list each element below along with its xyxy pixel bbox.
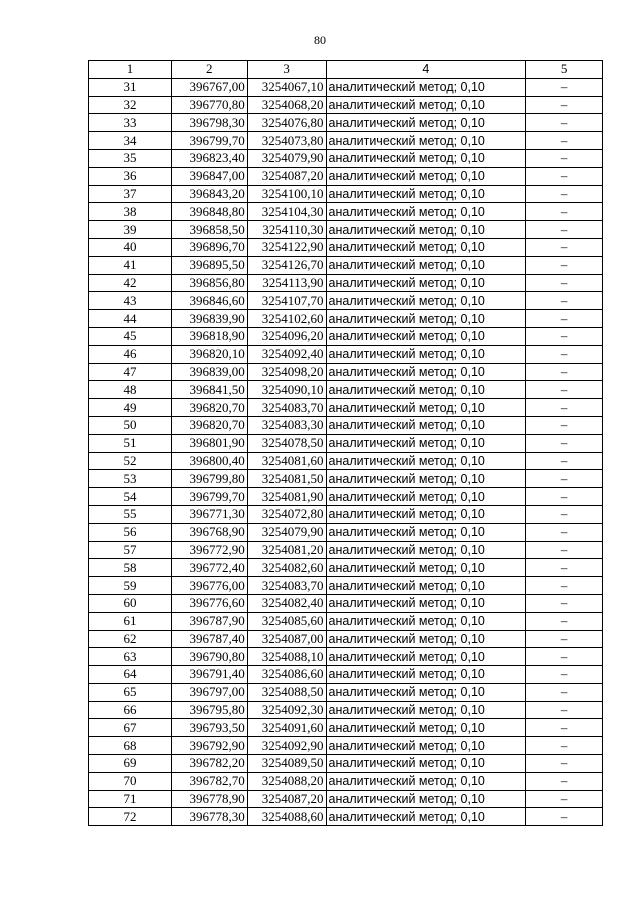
method-accuracy-cell: аналитический метод; 0,10 [326, 434, 526, 452]
column-5-cell: – [526, 149, 603, 167]
y-coordinate-cell: 3254068,20 [247, 96, 326, 114]
x-coordinate-cell: 396801,90 [171, 434, 247, 452]
method-accuracy-cell: аналитический метод; 0,10 [326, 167, 526, 185]
column-5-cell: – [526, 683, 603, 701]
y-coordinate-cell: 3254079,90 [247, 149, 326, 167]
column-header-5: 5 [526, 61, 603, 79]
y-coordinate-cell: 3254091,60 [247, 719, 326, 737]
table-row [89, 434, 603, 452]
x-coordinate-cell: 396791,40 [171, 666, 247, 684]
column-5-cell: – [526, 345, 603, 363]
method-accuracy-cell: аналитический метод; 0,10 [326, 559, 526, 577]
column-5-cell: – [526, 772, 603, 790]
table-row [89, 185, 603, 203]
point-number-cell: 53 [89, 470, 172, 488]
y-coordinate-cell: 3254087,00 [247, 630, 326, 648]
method-accuracy-cell: аналитический метод; 0,10 [326, 594, 526, 612]
x-coordinate-cell: 396818,90 [171, 327, 247, 345]
table-row [89, 630, 603, 648]
method-accuracy-cell: аналитический метод; 0,10 [326, 523, 526, 541]
x-coordinate-cell: 396823,40 [171, 149, 247, 167]
y-coordinate-cell: 3254087,20 [247, 167, 326, 185]
point-number-cell: 67 [89, 719, 172, 737]
point-number-cell: 58 [89, 559, 172, 577]
x-coordinate-cell: 396799,70 [171, 132, 247, 150]
x-coordinate-cell: 396858,50 [171, 221, 247, 239]
point-number-cell: 31 [89, 78, 172, 96]
method-accuracy-cell: аналитический метод; 0,10 [326, 505, 526, 523]
column-5-cell: – [526, 256, 603, 274]
method-accuracy-cell: аналитический метод; 0,10 [326, 683, 526, 701]
y-coordinate-cell: 3254078,50 [247, 434, 326, 452]
y-coordinate-cell: 3254083,30 [247, 416, 326, 434]
x-coordinate-cell: 396820,70 [171, 416, 247, 434]
method-accuracy-cell: аналитический метод; 0,10 [326, 238, 526, 256]
column-5-cell: – [526, 238, 603, 256]
column-5-cell: – [526, 808, 603, 826]
method-accuracy-cell: аналитический метод; 0,10 [326, 203, 526, 221]
column-5-cell: – [526, 78, 603, 96]
x-coordinate-cell: 396771,30 [171, 505, 247, 523]
column-5-cell: – [526, 292, 603, 310]
x-coordinate-cell: 396847,00 [171, 167, 247, 185]
column-header-1: 1 [89, 61, 172, 79]
point-number-cell: 41 [89, 256, 172, 274]
table-row [89, 310, 603, 328]
column-header-2: 2 [171, 61, 247, 79]
table-row [89, 683, 603, 701]
x-coordinate-cell: 396843,20 [171, 185, 247, 203]
column-5-cell: – [526, 132, 603, 150]
method-accuracy-cell: аналитический метод; 0,10 [326, 310, 526, 328]
method-accuracy-cell: аналитический метод; 0,10 [326, 541, 526, 559]
y-coordinate-cell: 3254072,80 [247, 505, 326, 523]
point-number-cell: 69 [89, 755, 172, 773]
x-coordinate-cell: 396839,00 [171, 363, 247, 381]
point-number-cell: 34 [89, 132, 172, 150]
point-number-cell: 45 [89, 327, 172, 345]
point-number-cell: 47 [89, 363, 172, 381]
point-number-cell: 46 [89, 345, 172, 363]
column-header-4: 4 [326, 61, 526, 79]
column-5-cell: – [526, 452, 603, 470]
y-coordinate-cell: 3254098,20 [247, 363, 326, 381]
x-coordinate-cell: 396839,90 [171, 310, 247, 328]
column-5-cell: – [526, 114, 603, 132]
method-accuracy-cell: аналитический метод; 0,10 [326, 488, 526, 506]
y-coordinate-cell: 3254092,90 [247, 737, 326, 755]
column-5-cell: – [526, 488, 603, 506]
x-coordinate-cell: 396776,00 [171, 577, 247, 595]
point-number-cell: 70 [89, 772, 172, 790]
column-5-cell: – [526, 203, 603, 221]
y-coordinate-cell: 3254079,90 [247, 523, 326, 541]
table-row [89, 78, 603, 96]
column-5-cell: – [526, 167, 603, 185]
column-5-cell: – [526, 790, 603, 808]
y-coordinate-cell: 3254092,30 [247, 701, 326, 719]
method-accuracy-cell: аналитический метод; 0,10 [326, 78, 526, 96]
x-coordinate-cell: 396782,20 [171, 755, 247, 773]
method-accuracy-cell: аналитический метод; 0,10 [326, 577, 526, 595]
y-coordinate-cell: 3254122,90 [247, 238, 326, 256]
y-coordinate-cell: 3254073,80 [247, 132, 326, 150]
table-body [89, 78, 603, 825]
y-coordinate-cell: 3254081,90 [247, 488, 326, 506]
column-5-cell: – [526, 185, 603, 203]
table-header [89, 61, 603, 79]
method-accuracy-cell: аналитический метод; 0,10 [326, 363, 526, 381]
x-coordinate-cell: 396778,90 [171, 790, 247, 808]
y-coordinate-cell: 3254088,10 [247, 648, 326, 666]
x-coordinate-cell: 396772,40 [171, 559, 247, 577]
column-5-cell: – [526, 381, 603, 399]
table-row [89, 523, 603, 541]
column-5-cell: – [526, 399, 603, 417]
column-5-cell: – [526, 666, 603, 684]
point-number-cell: 51 [89, 434, 172, 452]
x-coordinate-cell: 396820,70 [171, 399, 247, 417]
method-accuracy-cell: аналитический метод; 0,10 [326, 612, 526, 630]
x-coordinate-cell: 396820,10 [171, 345, 247, 363]
table-row [89, 416, 603, 434]
table-row [89, 559, 603, 577]
method-accuracy-cell: аналитический метод; 0,10 [326, 114, 526, 132]
point-number-cell: 60 [89, 594, 172, 612]
x-coordinate-cell: 396787,90 [171, 612, 247, 630]
method-accuracy-cell: аналитический метод; 0,10 [326, 96, 526, 114]
table-row [89, 808, 603, 826]
method-accuracy-cell: аналитический метод; 0,10 [326, 399, 526, 417]
y-coordinate-cell: 3254081,20 [247, 541, 326, 559]
x-coordinate-cell: 396799,80 [171, 470, 247, 488]
method-accuracy-cell: аналитический метод; 0,10 [326, 132, 526, 150]
x-coordinate-cell: 396896,70 [171, 238, 247, 256]
x-coordinate-cell: 396793,50 [171, 719, 247, 737]
y-coordinate-cell: 3254083,70 [247, 399, 326, 417]
column-5-cell: – [526, 416, 603, 434]
table-row [89, 149, 603, 167]
method-accuracy-cell: аналитический метод; 0,10 [326, 292, 526, 310]
point-number-cell: 37 [89, 185, 172, 203]
method-accuracy-cell: аналитический метод; 0,10 [326, 701, 526, 719]
x-coordinate-cell: 396895,50 [171, 256, 247, 274]
y-coordinate-cell: 3254110,30 [247, 221, 326, 239]
method-accuracy-cell: аналитический метод; 0,10 [326, 274, 526, 292]
table-row [89, 488, 603, 506]
point-number-cell: 42 [89, 274, 172, 292]
point-number-cell: 44 [89, 310, 172, 328]
y-coordinate-cell: 3254100,10 [247, 185, 326, 203]
y-coordinate-cell: 3254107,70 [247, 292, 326, 310]
column-5-cell: – [526, 221, 603, 239]
table-row [89, 274, 603, 292]
column-5-cell: – [526, 327, 603, 345]
column-5-cell: – [526, 310, 603, 328]
y-coordinate-cell: 3254082,60 [247, 559, 326, 577]
x-coordinate-cell: 396770,80 [171, 96, 247, 114]
y-coordinate-cell: 3254086,60 [247, 666, 326, 684]
point-number-cell: 55 [89, 505, 172, 523]
column-5-cell: – [526, 505, 603, 523]
table-row [89, 132, 603, 150]
y-coordinate-cell: 3254092,40 [247, 345, 326, 363]
point-number-cell: 57 [89, 541, 172, 559]
table-row [89, 701, 603, 719]
x-coordinate-cell: 396798,30 [171, 114, 247, 132]
y-coordinate-cell: 3254088,20 [247, 772, 326, 790]
column-5-cell: – [526, 755, 603, 773]
table-row [89, 292, 603, 310]
point-number-cell: 48 [89, 381, 172, 399]
y-coordinate-cell: 3254126,70 [247, 256, 326, 274]
y-coordinate-cell: 3254083,70 [247, 577, 326, 595]
column-5-cell: – [526, 612, 603, 630]
table-row [89, 363, 603, 381]
method-accuracy-cell: аналитический метод; 0,10 [326, 256, 526, 274]
x-coordinate-cell: 396795,80 [171, 701, 247, 719]
column-5-cell: – [526, 96, 603, 114]
column-header-3: 3 [247, 61, 326, 79]
point-number-cell: 66 [89, 701, 172, 719]
y-coordinate-cell: 3254081,60 [247, 452, 326, 470]
table-row [89, 381, 603, 399]
point-number-cell: 39 [89, 221, 172, 239]
x-coordinate-cell: 396846,60 [171, 292, 247, 310]
x-coordinate-cell: 396841,50 [171, 381, 247, 399]
table-row [89, 666, 603, 684]
table-row [89, 203, 603, 221]
point-number-cell: 50 [89, 416, 172, 434]
column-5-cell: – [526, 541, 603, 559]
x-coordinate-cell: 396767,00 [171, 78, 247, 96]
x-coordinate-cell: 396848,80 [171, 203, 247, 221]
column-5-cell: – [526, 737, 603, 755]
table-row [89, 345, 603, 363]
y-coordinate-cell: 3254102,60 [247, 310, 326, 328]
column-5-cell: – [526, 523, 603, 541]
point-number-cell: 61 [89, 612, 172, 630]
point-number-cell: 36 [89, 167, 172, 185]
table-row [89, 221, 603, 239]
table-row [89, 167, 603, 185]
point-number-cell: 59 [89, 577, 172, 595]
point-number-cell: 52 [89, 452, 172, 470]
x-coordinate-cell: 396776,60 [171, 594, 247, 612]
x-coordinate-cell: 396856,80 [171, 274, 247, 292]
method-accuracy-cell: аналитический метод; 0,10 [326, 772, 526, 790]
table-row [89, 541, 603, 559]
x-coordinate-cell: 396792,90 [171, 737, 247, 755]
column-5-cell: – [526, 648, 603, 666]
point-number-cell: 40 [89, 238, 172, 256]
point-number-cell: 38 [89, 203, 172, 221]
y-coordinate-cell: 3254076,80 [247, 114, 326, 132]
column-5-cell: – [526, 274, 603, 292]
table-row [89, 114, 603, 132]
y-coordinate-cell: 3254085,60 [247, 612, 326, 630]
column-5-cell: – [526, 701, 603, 719]
column-5-cell: – [526, 577, 603, 595]
method-accuracy-cell: аналитический метод; 0,10 [326, 452, 526, 470]
method-accuracy-cell: аналитический метод; 0,10 [326, 470, 526, 488]
point-number-cell: 71 [89, 790, 172, 808]
column-5-cell: – [526, 719, 603, 737]
table-row [89, 470, 603, 488]
method-accuracy-cell: аналитический метод; 0,10 [326, 630, 526, 648]
x-coordinate-cell: 396778,30 [171, 808, 247, 826]
table-row [89, 719, 603, 737]
method-accuracy-cell: аналитический метод; 0,10 [326, 381, 526, 399]
x-coordinate-cell: 396768,90 [171, 523, 247, 541]
column-5-cell: – [526, 363, 603, 381]
header-row [89, 61, 603, 79]
x-coordinate-cell: 396772,90 [171, 541, 247, 559]
point-number-cell: 62 [89, 630, 172, 648]
y-coordinate-cell: 3254082,40 [247, 594, 326, 612]
table-row [89, 737, 603, 755]
table-row [89, 327, 603, 345]
point-number-cell: 43 [89, 292, 172, 310]
x-coordinate-cell: 396787,40 [171, 630, 247, 648]
table-row [89, 772, 603, 790]
table-row [89, 612, 603, 630]
method-accuracy-cell: аналитический метод; 0,10 [326, 221, 526, 239]
column-5-cell: – [526, 470, 603, 488]
y-coordinate-cell: 3254067,10 [247, 78, 326, 96]
y-coordinate-cell: 3254088,60 [247, 808, 326, 826]
table-row [89, 755, 603, 773]
point-number-cell: 33 [89, 114, 172, 132]
y-coordinate-cell: 3254104,30 [247, 203, 326, 221]
point-number-cell: 64 [89, 666, 172, 684]
table-row [89, 256, 603, 274]
method-accuracy-cell: аналитический метод; 0,10 [326, 648, 526, 666]
table-row [89, 238, 603, 256]
point-number-cell: 72 [89, 808, 172, 826]
table-row [89, 790, 603, 808]
column-5-cell: – [526, 630, 603, 648]
x-coordinate-cell: 396800,40 [171, 452, 247, 470]
method-accuracy-cell: аналитический метод; 0,10 [326, 416, 526, 434]
method-accuracy-cell: аналитический метод; 0,10 [326, 185, 526, 203]
column-5-cell: – [526, 434, 603, 452]
y-coordinate-cell: 3254088,50 [247, 683, 326, 701]
method-accuracy-cell: аналитический метод; 0,10 [326, 327, 526, 345]
y-coordinate-cell: 3254113,90 [247, 274, 326, 292]
method-accuracy-cell: аналитический метод; 0,10 [326, 149, 526, 167]
point-number-cell: 54 [89, 488, 172, 506]
method-accuracy-cell: аналитический метод; 0,10 [326, 790, 526, 808]
y-coordinate-cell: 3254081,50 [247, 470, 326, 488]
y-coordinate-cell: 3254090,10 [247, 381, 326, 399]
x-coordinate-cell: 396782,70 [171, 772, 247, 790]
method-accuracy-cell: аналитический метод; 0,10 [326, 808, 526, 826]
page-number: 80 [314, 33, 326, 47]
y-coordinate-cell: 3254089,50 [247, 755, 326, 773]
point-number-cell: 49 [89, 399, 172, 417]
column-5-cell: – [526, 594, 603, 612]
coordinates-table [88, 60, 603, 826]
table-row [89, 399, 603, 417]
point-number-cell: 35 [89, 149, 172, 167]
method-accuracy-cell: аналитический метод; 0,10 [326, 755, 526, 773]
point-number-cell: 65 [89, 683, 172, 701]
table-row [89, 96, 603, 114]
x-coordinate-cell: 396799,70 [171, 488, 247, 506]
table-row [89, 648, 603, 666]
table-row [89, 577, 603, 595]
x-coordinate-cell: 396797,00 [171, 683, 247, 701]
point-number-cell: 63 [89, 648, 172, 666]
y-coordinate-cell: 3254087,20 [247, 790, 326, 808]
point-number-cell: 32 [89, 96, 172, 114]
y-coordinate-cell: 3254096,20 [247, 327, 326, 345]
x-coordinate-cell: 396790,80 [171, 648, 247, 666]
method-accuracy-cell: аналитический метод; 0,10 [326, 719, 526, 737]
method-accuracy-cell: аналитический метод; 0,10 [326, 666, 526, 684]
method-accuracy-cell: аналитический метод; 0,10 [326, 737, 526, 755]
table-row [89, 505, 603, 523]
method-accuracy-cell: аналитический метод; 0,10 [326, 345, 526, 363]
table-row [89, 594, 603, 612]
point-number-cell: 68 [89, 737, 172, 755]
column-5-cell: – [526, 559, 603, 577]
point-number-cell: 56 [89, 523, 172, 541]
table-row [89, 452, 603, 470]
